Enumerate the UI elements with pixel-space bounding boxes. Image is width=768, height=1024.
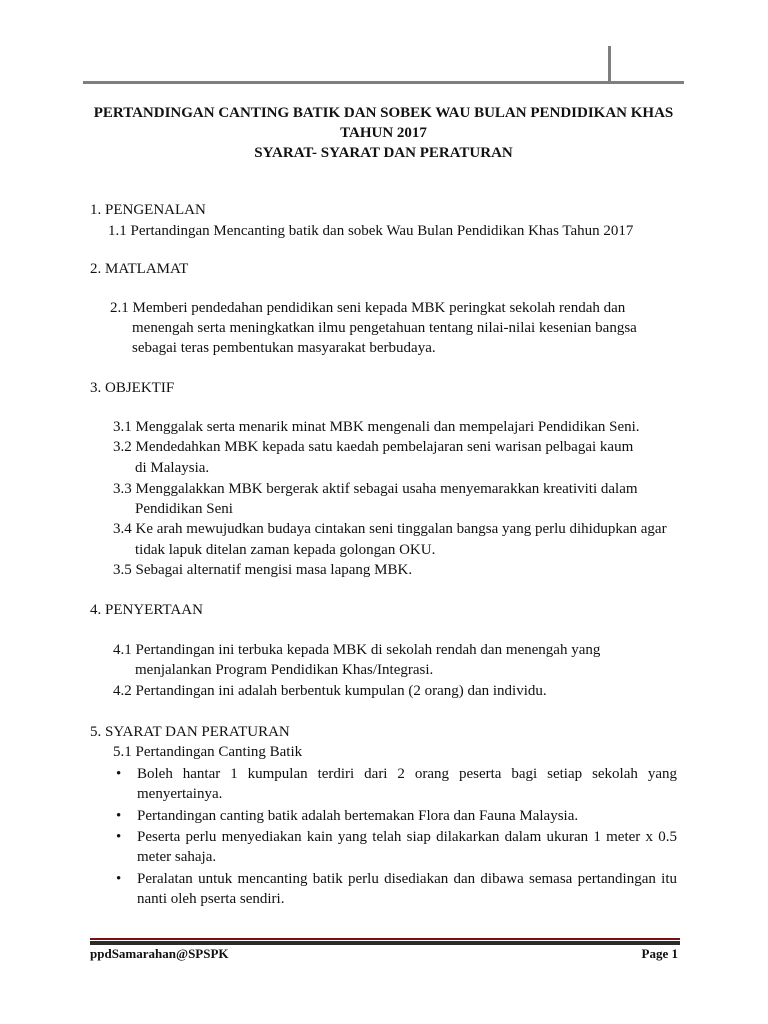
bullet-1-line-1: Boleh hantar 1 kumpulan terdiri dari 2 orang peserta bagi setiap sekolah yang <box>137 766 677 782</box>
footer-rule-red <box>90 938 680 940</box>
section-3-item-4-line-1: 3.4 Ke arah mewujudkan budaya cintakan seni tinggalan bangsa yang perlu dihidupkan agar <box>113 521 667 537</box>
bullet-4-line-1: Peralatan untuk mencanting batik perlu disediakan dan dibawa semasa pertandingan itu <box>137 871 677 887</box>
bullet-2: Pertandingan canting batik adalah bertemakan Flora dan Fauna Malaysia. <box>137 808 579 824</box>
footer-page-number: Page 1 <box>641 946 678 961</box>
bullet-marker: • <box>116 766 122 782</box>
bullet-1-line-2: menyertainya. <box>137 786 223 802</box>
section-4-item-2: 4.2 Pertandingan ini adalah berbentuk kumpulan (2 orang) dan individu. <box>113 683 547 699</box>
bullet-4-line-2: nanti oleh pserta sendiri. <box>137 891 285 907</box>
section-1-item-1: 1.1 Pertandingan Mencanting batik dan sobek Wau Bulan Pendidikan Khas Tahun 2017 <box>108 223 634 239</box>
title-line-3: SYARAT- SYARAT DAN PERATURAN <box>254 145 513 161</box>
section-4-heading: 4. PENYERTAAN <box>90 602 203 618</box>
section-3-item-4-line-2: tidak lapuk ditelan zaman kepada golongan OKU. <box>135 542 436 558</box>
section-4-item-1-line-1: 4.1 Pertandingan ini terbuka kepada MBK di sekolah rendah dan menengah yang <box>113 642 601 658</box>
section-5-sub-heading: 5.1 Pertandingan Canting Batik <box>113 744 303 760</box>
document-title <box>83 103 684 163</box>
section-2-heading: 2. MATLAMAT <box>90 261 189 277</box>
bullet-marker: • <box>116 871 122 887</box>
title-line-1: PERTANDINGAN CANTING BATIK DAN SOBEK WAU BULAN PENDIDIKAN KHAS <box>93 105 674 121</box>
section-3-item-3-line-2: Pendidikan Seni <box>135 501 233 517</box>
section-2-item-1-line-3: sebagai teras pembentukan masyarakat berbudaya. <box>132 340 436 356</box>
header-tick <box>608 46 611 82</box>
section-3-item-2-line-2: di Malaysia. <box>135 460 210 476</box>
section-3-item-1: 3.1 Menggalak serta menarik minat MBK mengenali dan mempelajari Pendidikan Seni. <box>113 419 640 435</box>
bullet-3-line-2: meter sahaja. <box>137 849 217 865</box>
section-2-item-1-line-2: menengah serta meningkatkan ilmu pengetahuan tentang nilai-nilai kesenian bangsa <box>132 320 637 336</box>
footer-author: ppdSamarahan@SPSPK <box>90 946 229 961</box>
section-1-heading: 1. PENGENALAN <box>90 202 206 218</box>
section-3-item-3-line-1: 3.3 Menggalakkan MBK bergerak aktif sebagai usaha menyemarakkan kreativiti dalam <box>113 481 638 497</box>
header-rule <box>83 81 684 84</box>
bullet-3-line-1: Peserta perlu menyediakan kain yang telah siap dilakarkan dalam ukuran 1 meter x 0.5 <box>137 829 677 845</box>
section-3-item-5: 3.5 Sebagai alternatif mengisi masa lapang MBK. <box>113 562 413 578</box>
bullet-marker: • <box>116 808 122 824</box>
section-5-heading: 5. SYARAT DAN PERATURAN <box>90 724 290 740</box>
section-3-item-2-line-1: 3.2 Mendedahkan MBK kepada satu kaedah pembelajaran seni warisan pelbagai kaum <box>113 439 634 455</box>
section-3-heading: 3. OBJEKTIF <box>90 380 175 396</box>
section-4-item-1-line-2: menjalankan Program Pendidikan Khas/Integrasi. <box>135 662 434 678</box>
section-2-item-1-line-1: 2.1 Memberi pendedahan pendidikan seni kepada MBK peringkat sekolah rendah dan <box>110 300 626 316</box>
title-line-2: TAHUN 2017 <box>340 125 427 141</box>
bullet-marker: • <box>116 829 122 845</box>
